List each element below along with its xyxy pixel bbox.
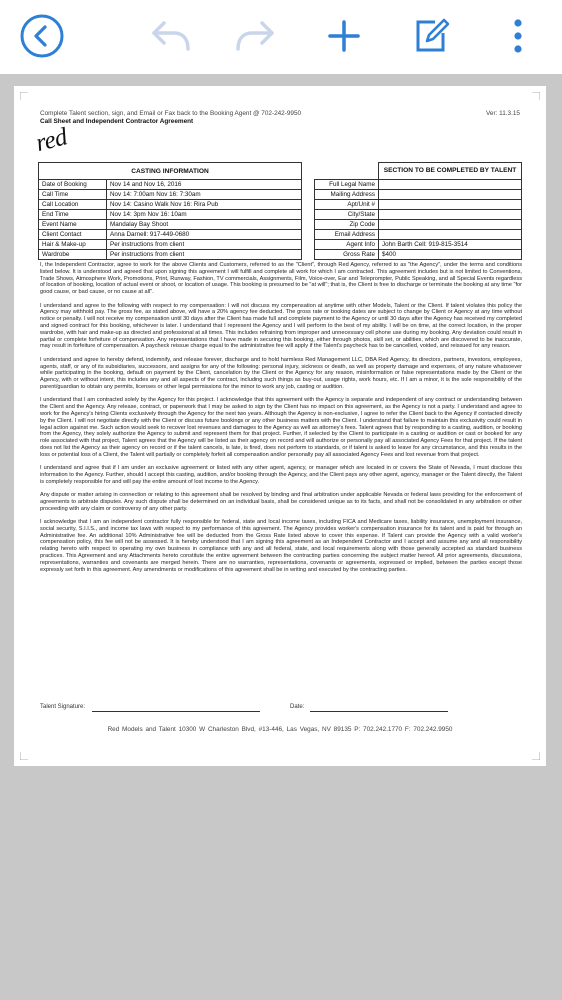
more-icon[interactable]	[494, 12, 542, 60]
header-version: Ver: 11.3.15	[486, 110, 520, 117]
talent-field-label: Zip Code	[315, 220, 379, 230]
talent-row	[315, 250, 522, 260]
add-icon[interactable]	[320, 12, 368, 60]
date-label: Date:	[290, 704, 305, 710]
talent-row	[315, 230, 522, 240]
signature-label: Talent Signature:	[40, 704, 86, 710]
casting-field-value: Per instructions from client	[107, 240, 302, 250]
talent-field-value[interactable]	[379, 180, 522, 190]
talent-row	[315, 190, 522, 200]
crop-mark	[20, 752, 28, 760]
casting-row	[39, 210, 302, 220]
talent-row	[315, 200, 522, 210]
agreement-paragraph: I understand and agree that if I am under an exclusive agreement or listed with any other agent, agency, or manager which are located in or covers the State of Nevada, I must disclose this information to the Agency. Further, should I accept this casting, audition, and/or booking through the Agency, and the Client pays any other agent, agency, manager or the Talent directly, the Talent is completely responsible for and will pay the entire amount of lost income to the Agency.	[40, 465, 522, 485]
casting-row	[39, 250, 302, 260]
casting-field-value: Nov 14: Casino Walk Nov 16: Rira Pub	[107, 200, 302, 210]
header-instructions: Complete Talent section, sign, and Email or Fax back to the Booking Agent @ 702-242-9950	[40, 110, 302, 117]
agreement-paragraph: I understand that I am contracted solely by the Agency for this project. I acknowledge that this agreement with the Agency is separate and independent of any contract or understanding between the Client and the Agency. Any release, contract, or paperwork that I may be asked to sign by the Client has no impact on this agreement, as the Agency is not a party. I understand and agree to work for the Agency's hiring Clients exclusively through the Agency for the next two years. Although the Agency is non-exclusive, I agree to refer the Client back to the Agency if contacted directly by the Client. I will not negotiate directly with the Client or discuss future bookings or any other business matters with the Client. I understand that failure to maintain this exclusivity could result in legal action against me. Such action would seek to recover lost revenues and damages to the Agency as well as attorney's fees. Talent agrees that by responding to a casting, audition, or booking from the Agency, they solely authorize the Agency to submit and represent them for that project. Further, if selected by the Client to participate in a casting or audition or cast or booked for any role associated with that project, Talent agrees that the Agency will be listed as their agency on record and will authorize or personally pay all associated Agency Fees for that project. If the talent does not list the Agency as their agency on record or if the talent cancels, is late, is fired, does not perform to standards, or if talent is asked to leave for any circumstance, and this results in the loss or potential loss of a Client, the Talent will partially or completely forfeit all compensation and/or personally pay all associated Agency Fees and lost revenue from that project.	[40, 397, 522, 458]
talent-field-label: Gross Rate	[315, 250, 379, 260]
talent-field-value[interactable]	[379, 220, 522, 230]
app-toolbar	[0, 0, 562, 74]
agreement-paragraph: Any dispute or matter arising in connection or relating to this agreement shall be resolved by binding and final arbitration under applicable Nevada or federal laws providing for the enforcement of agreements to arbitrate disputes. Any such dispute shall be determined on an individual basis, shall be considered unique as to its facts, and shall not be consolidated in any arbitration or other proceeding with any claim or controversy of any other party.	[40, 492, 522, 512]
undo-icon[interactable]	[146, 12, 194, 60]
talent-field-value[interactable]	[379, 210, 522, 220]
agreement-paragraph: I, the Independent Contractor, agree to work for the above Clients and Customers, referred to as the "Client", through Red Agency, referred to as "the Agency", under the terms and conditions listed below. It is understood and agreed that upon signing this agreement I will fulfill and complete all work for which I am contracted. This agreement includes but is not limited to Conventions, Trade Shows, Atmosphere Work, Promotions, Print, Runway, Fashion, TV commercials, Assignments, Film, Voice-over, Ear and Teleprompter, Public Speaking, and all Special Events regardless of location of booking, location of actual event or shoot, or location of usage. This booking is presumed to be "at will"; that is, the Client is free to discharge or terminate the booking at any time "for good cause, or bad cause, or no cause at all".	[40, 262, 522, 296]
talent-row	[315, 210, 522, 220]
casting-row	[39, 240, 302, 250]
casting-field-label: Wardrobe	[39, 250, 107, 260]
talent-field-value[interactable]	[379, 200, 522, 210]
talent-section-table	[314, 162, 522, 260]
casting-table-title: CASTING INFORMATION	[39, 163, 302, 180]
talent-table-title: SECTION TO BE COMPLETED BY TALENT	[379, 163, 522, 180]
edit-icon[interactable]	[408, 12, 456, 60]
talent-row	[315, 220, 522, 230]
casting-row	[39, 220, 302, 230]
casting-field-value: Anna Darnell: 917-449-0680	[107, 230, 302, 240]
agency-logo: red	[33, 123, 70, 158]
casting-field-label: Client Contact	[39, 230, 107, 240]
casting-field-value: Nov 14: 3pm Nov 16: 10am	[107, 210, 302, 220]
casting-row	[39, 190, 302, 200]
casting-field-value: Nov 14: 7:00am Nov 16: 7:30am	[107, 190, 302, 200]
table-spacer	[315, 163, 379, 180]
casting-field-value: Nov 14 and Nov 16, 2016	[107, 180, 302, 190]
casting-field-value: Per instructions from client	[107, 250, 302, 260]
talent-field-label: City/State	[315, 210, 379, 220]
talent-field-value[interactable]	[379, 230, 522, 240]
agreement-paragraph: I acknowledge that I am an independent contractor fully responsible for federal, state and local income taxes, including FICA and Medicare taxes, liability insurance, unemployment insurance, social security, S.I.I.S., and income tax laws with respect to my performance of this agreement. The Agency provides worker's compensation insurance for its talent and is paid for through an Administrative fee. An additional 10% Administrative fee will be deducted from the Gross Rate listed above to cover this expense. If Talent can provide the Agency with a valid worker's compensation policy, this fee will not be assessed. It is hereby understood that I am signing this agreement as an Independent Contractor and I accept and assume any and all responsibility relating hereto with respect to operating my own business in compliance with any and all federal, state, and local requirements along with those generally accepted as standard business practices. This Agreement and any Attachments hereto constitute the entire agreement between the contracting parties concerning the subject matter hereof. All prior agreements, discussions, representations, warranties and covenants are merged herein. There are no warranties, representations, covenants or agreements, expressed or implied, between the parties except those expressly set forth in this agreement. Any amendments or modifications of this agreement shall be in writing and executed by the contracting parties.	[40, 519, 522, 573]
back-icon[interactable]	[18, 12, 66, 60]
talent-row	[315, 240, 522, 250]
casting-field-label: Date of Booking	[39, 180, 107, 190]
casting-info-table	[38, 162, 302, 260]
casting-row	[39, 230, 302, 240]
document-title: Call Sheet and Independent Contractor Agreement	[40, 118, 194, 125]
crop-mark	[532, 752, 540, 760]
talent-field-label: Email Address	[315, 230, 379, 240]
signature-line[interactable]	[92, 711, 260, 712]
casting-row	[39, 180, 302, 190]
document-page	[14, 86, 546, 766]
agreement-body	[40, 262, 522, 580]
casting-row	[39, 200, 302, 210]
document-footer: Red Models and Talent 10300 W Charleston Blvd, #13-446, Las Vegas, NV 89135 P: 702.242.1770 F: 702.242.9950	[107, 726, 453, 733]
talent-field-value[interactable]: John Barth Cell: 919-815-3514	[379, 240, 522, 250]
date-line[interactable]	[310, 711, 448, 712]
casting-field-value: Mandalay Bay Shoot	[107, 220, 302, 230]
casting-field-label: Call Location	[39, 200, 107, 210]
talent-field-label: Agent Info	[315, 240, 379, 250]
talent-field-label: Apt/Unit #	[315, 200, 379, 210]
talent-row	[315, 180, 522, 190]
casting-field-label: Hair & Make-up	[39, 240, 107, 250]
crop-mark	[20, 92, 28, 100]
casting-field-label: End Time	[39, 210, 107, 220]
talent-field-value[interactable]	[379, 190, 522, 200]
casting-field-label: Event Name	[39, 220, 107, 230]
talent-field-label: Full Legal Name	[315, 180, 379, 190]
agreement-paragraph: I understand and agree to hereby defend, indemnify, and release forever, discharge and to hold harmless Red Management LLC, DBA Red Agency, its directors, partners, investors, employees, agents, staff, or any of its subsidiaries, successors, and assigns for any of the following: personal injury, sickness or death, as well as property damage and expenses, of any nature whatsoever while participating in the booking, default on payment by the Client, cancelation by the Client or the Agency for any reason, misinformation or false representations made by the Client or the Agency, with or without intent, this includes any and all aspects of the contract, including such things as buy-out, usage rights, work hours, etc. If I am a minor, it is the sole responsibility of the parent/guardian to obtain any permits, licenses or other legal permissions for the minor to work any job, casting or audition.	[40, 356, 522, 390]
crop-mark	[532, 92, 540, 100]
casting-field-label: Call Time	[39, 190, 107, 200]
agreement-paragraph: I understand and agree to the following with respect to my compensation: I will not discuss my compensation at anytime with other Models, Talent or the Client. If talent violates this policy the Agency may withhold pay. The gross fee, as stated above, will have a 20% agency fee deducted. The gross rate or booking dates are subject to change by Client or Agency at any time without notice or penalty. I will not receive my compensation until 30 days after the Client has made full and complete payment to the Agency or until 30 days after the Agency has received my completed and signed contract for this booking, whichever is later. I understand that I represent the Agency and I will perform to the best of my ability. I will be on time, at the correct location, in the proper wardrobe, with hair and make-up as directed and professional at all times. This includes refraining from improper and unnecessary cell phone use during my booking. Any deviation could result in partial or complete forfeiture of compensation. Any representations that I have made in securing this booking, either through photos, skill set, or abilities, which are discovered to be inaccurate, may result in forfeiture of compensation. A paycheck reissue charge equal to the administrative fee will apply if the Talent's paycheck has to be cancelled, voided, and reissued for any reason.	[40, 302, 522, 350]
redo-icon[interactable]	[232, 12, 280, 60]
talent-field-value[interactable]: $400	[379, 250, 522, 260]
talent-field-label: Mailing Address	[315, 190, 379, 200]
